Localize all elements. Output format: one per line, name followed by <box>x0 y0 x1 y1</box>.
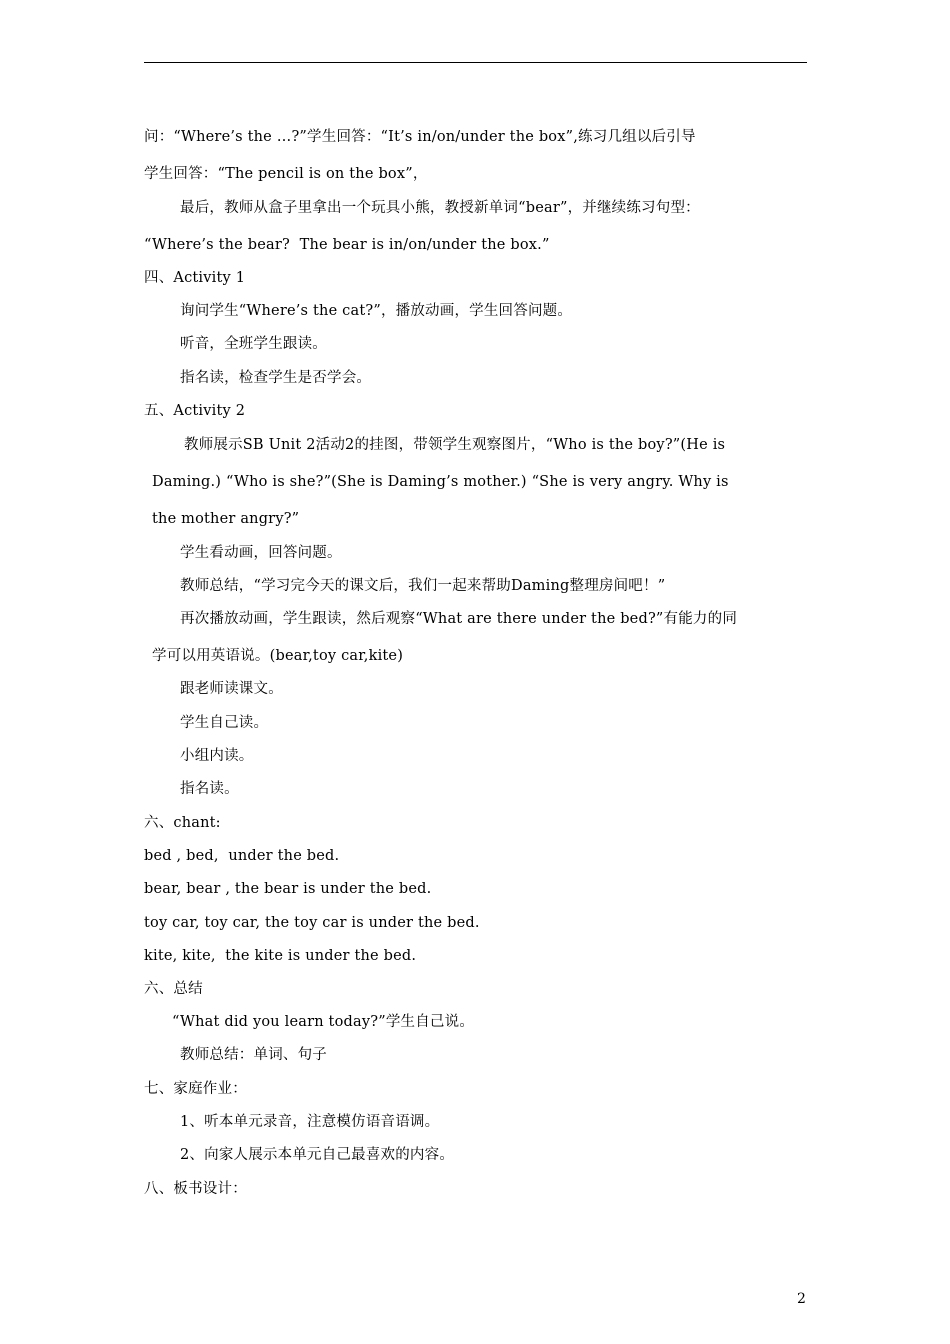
chant-line: bed , bed, under the bed. <box>144 848 340 864</box>
text-line: “What did you learn today?”学生自己说。 <box>172 1014 475 1030</box>
text-line: 教师展示SB Unit 2活动2的挂图，带领学生观察图片，“Who is the boy?”(He is <box>184 437 726 453</box>
text-line: 最后，教师从盒子里拿出一个玩具小熊，教授新单词“bear”，并继续练习句型： <box>180 200 700 216</box>
text-line: 学可以用英语说。(bear,toy car,kite) <box>152 648 404 664</box>
text-line: 跟老师读课文。 <box>180 681 283 697</box>
text-line: 学生看动画，回答问题。 <box>180 545 342 561</box>
chant-line: bear, bear , the bear is under the bed. <box>144 881 432 897</box>
text-line: the mother angry?” <box>152 511 300 527</box>
text-line: 指名读。 <box>180 781 239 797</box>
text-line: 小组内读。 <box>180 748 254 764</box>
text-line: 2、向家人展示本单元自己最喜欢的内容。 <box>180 1147 455 1163</box>
text-line: 教师总结，“学习完今天的课文后，我们一起来帮助Daming整理房间吧！” <box>180 578 666 594</box>
page-number: 2 <box>797 1291 806 1307</box>
text-line: 指名读，检查学生是否学会。 <box>180 370 372 386</box>
section-heading: 六、总结 <box>144 981 203 997</box>
text-line: 再次播放动画，学生跟读，然后观察“What are there under the bed?”有能力的同 <box>180 611 738 627</box>
section-heading: 六、chant: <box>144 815 221 831</box>
section-heading: 八、板书设计： <box>144 1181 247 1197</box>
text-line: 问：“Where’s the …?”学生回答：“It’s in/on/under the box”,练习几组以后引导 <box>144 129 696 145</box>
header-rule <box>144 62 807 63</box>
text-line: “Where’s the bear? The bear is in/on/under the box.” <box>144 237 550 253</box>
text-line: 教师总结：单词、句子 <box>180 1047 327 1063</box>
section-heading: 五、Activity 2 <box>144 403 246 419</box>
chant-line: toy car, toy car, the toy car is under the bed. <box>144 915 480 931</box>
section-heading: 七、家庭作业： <box>144 1081 247 1097</box>
text-line: 学生回答：“The pencil is on the box”， <box>144 166 428 182</box>
text-line: 听音，全班学生跟读。 <box>180 336 327 352</box>
text-line: 学生自己读。 <box>180 715 269 731</box>
chant-line: kite, kite, the kite is under the bed. <box>144 948 417 964</box>
text-line: Daming.) “Who is she?”(She is Daming’s mother.) “She is very angry. Why is <box>152 474 729 490</box>
text-line: 询问学生“Where’s the cat?”，播放动画，学生回答问题。 <box>180 303 573 319</box>
text-line: 1、听本单元录音，注意模仿语音语调。 <box>180 1114 440 1130</box>
section-heading: 四、Activity 1 <box>144 270 246 286</box>
